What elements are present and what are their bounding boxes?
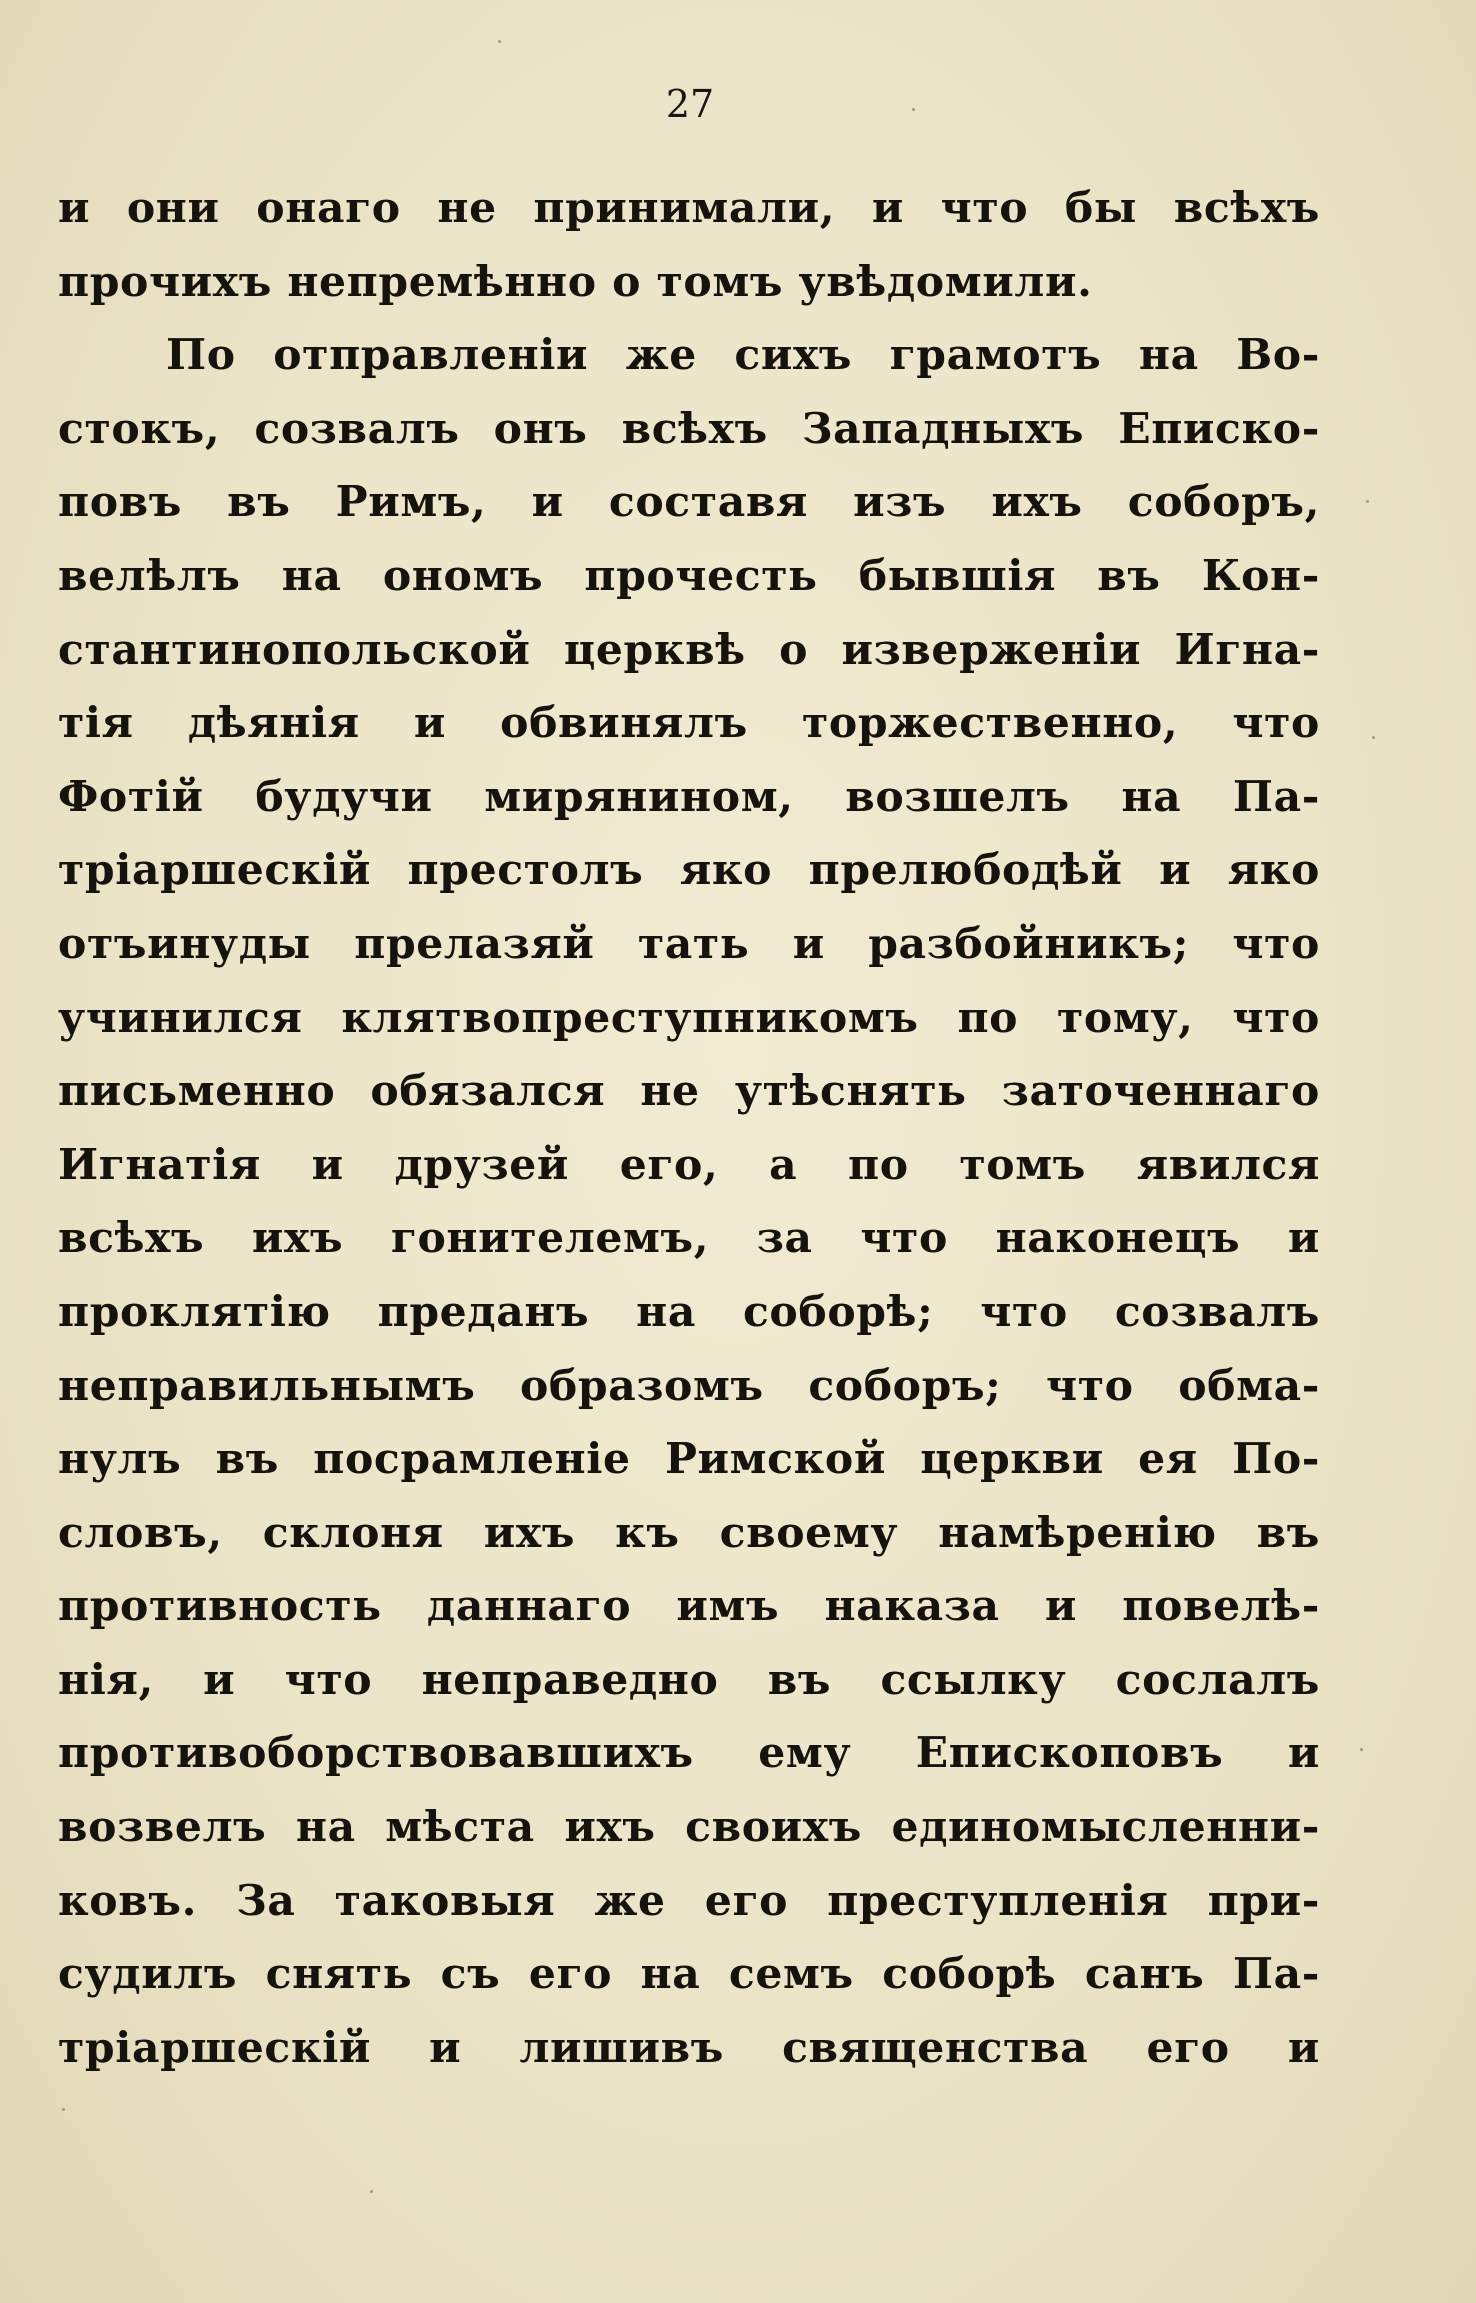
text-line: ковъ. За таковыя же его преступленія при-: [58, 1875, 1320, 1926]
text-line: словъ, склоня ихъ къ своему намѣренію въ: [58, 1507, 1320, 1558]
text-line: тріаршескій и лишивъ священства его и: [58, 2022, 1320, 2073]
text-line: учинился клятвопреступникомъ по тому, что: [58, 992, 1320, 1043]
text-line: всѣхъ ихъ гонителемъ, за что наконецъ и: [58, 1213, 1320, 1264]
paper-speck: [1372, 736, 1375, 739]
text-line: велѣлъ на ономъ прочесть бывшія въ Кон-: [58, 550, 1320, 601]
text-line: прочихъ непремѣнно о томъ увѣдомили.: [58, 256, 1093, 307]
text-line: возвелъ на мѣста ихъ своихъ единомысленни-: [58, 1802, 1320, 1853]
text-line: отъинуды прелазяй тать и разбойникъ; что: [58, 918, 1320, 969]
text-line: противоборствовавшихъ ему Епископовъ и: [58, 1728, 1320, 1779]
body-text: [58, 172, 1320, 2085]
text-line: стокъ, созвалъ онъ всѣхъ Западныхъ Еписко-: [58, 403, 1320, 454]
text-line: письменно обязался не утѣснять заточеннаго: [58, 1066, 1320, 1117]
paper-speck: [498, 40, 501, 43]
text-line: проклятію преданъ на соборѣ; что созвалъ: [58, 1286, 1320, 1337]
text-line: и они онаго не принимали, и что бы всѣхъ: [58, 183, 1320, 233]
text-line: нулъ въ посрамленіе Римской церкви ея По-: [58, 1434, 1320, 1485]
text-line: тія дѣянія и обвинялъ торжественно, что: [58, 698, 1320, 749]
text-line: стантинопольской церквѣ о изверженіи Игна-: [58, 624, 1320, 675]
text-line: судилъ снять съ его на семъ соборѣ санъ Па-: [58, 1949, 1320, 2000]
paper-speck: [1366, 500, 1369, 503]
text-line: неправильнымъ образомъ соборъ; что обма-: [58, 1360, 1320, 1411]
paper-speck: [1360, 1748, 1363, 1751]
text-line: тріаршескій престолъ яко прелюбодѣй и яко: [58, 845, 1320, 896]
text-line: повъ въ Римъ, и составя изъ ихъ соборъ,: [58, 477, 1320, 528]
text-line: Фотій будучи мирянином, возшелъ на Па-: [58, 771, 1320, 822]
page-number: 27: [665, 82, 715, 126]
text-line: противность даннаго имъ наказа и повелѣ-: [58, 1581, 1320, 1632]
paper-speck: [370, 2190, 373, 2193]
text-line: нія, и что неправедно въ ссылку сослалъ: [58, 1654, 1320, 1705]
paper-speck: [62, 2108, 65, 2111]
text-line: По отправленіи же сихъ грамотъ на Во-: [166, 330, 1320, 381]
text-line: Игнатія и друзей его, а по томъ явился: [58, 1139, 1320, 1190]
